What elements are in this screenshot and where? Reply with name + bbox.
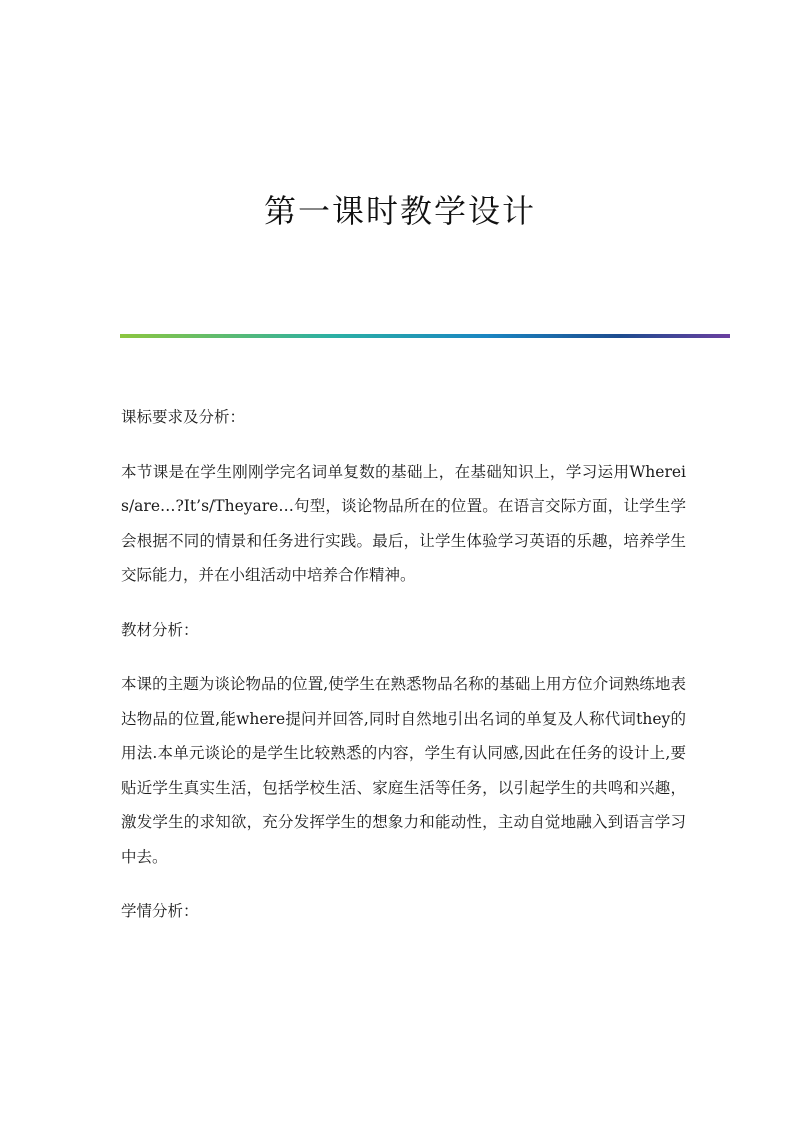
section-paragraph-curriculum: 本节课是在学生刚刚学完名词单复数的基础上，在基础知识上，学习运用Whereis/are…?It’s/Theyare…句型，谈论物品所在的位置。在语言交际方面，让学生学会根据不同的情景和任务进行实践。最后，让学生体验学习英语的乐趣，培养学生交际能力，并在小组活动中培养合作精神。 <box>121 462 686 584</box>
document-body <box>121 400 686 949</box>
section-heading-curriculum: 课标要求及分析： <box>121 408 246 426</box>
section-heading-textbook: 教材分析： <box>121 620 199 639</box>
title-divider <box>120 334 730 338</box>
page-title: 第一课时教学设计 <box>263 192 536 230</box>
section-heading-learner: 学情分析： <box>121 902 199 920</box>
section-paragraph-textbook: 本课的主题为谈论物品的位置,使学生在熟悉物品名称的基础上用方位介词熟练地表达物品的位置,能where提问并回答,同时自然地引出名词的单复及人称代词they的用法.本单元谈论的是学生比较熟悉的内容，学生有认同感,因此在任务的设计上,要贴近学生真实生活，包括学校生活、家庭生活等任务，以引起学生的共鸣和兴趣，激发学生的求知欲，充分发挥学生的想象力和能动性，主动自觉地融入到语言学习中去。 <box>121 675 686 866</box>
